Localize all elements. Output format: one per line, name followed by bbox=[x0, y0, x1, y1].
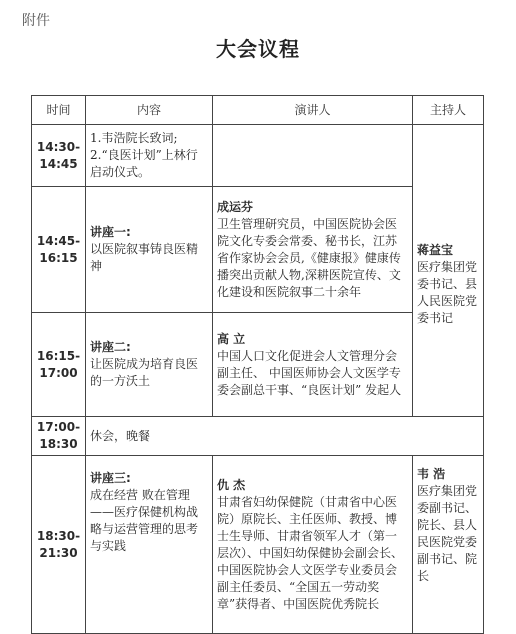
attachment-label: 附件 bbox=[22, 13, 50, 29]
speaker-name: 高 立 bbox=[217, 331, 246, 346]
speaker-desc: 甘肃省妇幼保健院（甘肃省中心医院）原院长、主任医师、教授、博士生导师、甘肃省领军人才（第一层次）、中国妇幼保健协会副会长、中国医院协会人文医学专业委员会副主任委员、“全国五一劳动奖章”获得者、中国医院优秀院长 bbox=[217, 494, 404, 611]
time-cell: 14:30- 14:45 bbox=[32, 125, 86, 187]
lecture-title: 以医院叙事铸良医精神 bbox=[90, 242, 199, 273]
table-header-row bbox=[32, 96, 484, 125]
content-cell: 1.韦浩院长致词; 2.“良医计划”上林行启动仪式。 bbox=[86, 125, 213, 187]
host-desc: 医疗集团党委副书记、院长、县人民医院党委副书记、院长 bbox=[417, 484, 478, 583]
table-row bbox=[32, 456, 484, 634]
host-cell bbox=[413, 125, 484, 417]
agenda-table bbox=[31, 95, 484, 634]
speaker-cell bbox=[213, 187, 413, 313]
speaker-name: 仇 杰 bbox=[217, 477, 246, 492]
time-cell: 17:00- 18:30 bbox=[32, 417, 86, 456]
lecture-heading: 讲座二: bbox=[90, 340, 131, 354]
break-cell: 休会，晚餐 bbox=[86, 417, 484, 456]
content-cell bbox=[86, 313, 213, 417]
content-cell bbox=[86, 456, 213, 634]
lecture-title: 让医院成为培育良医的一方沃土 bbox=[90, 357, 199, 388]
table-row bbox=[32, 125, 484, 187]
speaker-cell bbox=[213, 313, 413, 417]
host-cell bbox=[413, 456, 484, 634]
table-row bbox=[32, 417, 484, 456]
column-header-host: 主持人 bbox=[413, 96, 484, 125]
speaker-name: 成运芬 bbox=[217, 199, 254, 214]
lecture-heading: 讲座三: bbox=[90, 471, 131, 485]
speaker-cell bbox=[213, 125, 413, 187]
host-name: 蒋益宝 bbox=[417, 243, 454, 257]
speaker-desc: 卫生管理研究员，中国医院协会医院文化专委会常委、秘书长，江苏省作家协会会员,《健康报》健康传播突出贡献人物,深耕医院宣传、文化建设和医院叙事二十余年 bbox=[217, 216, 401, 299]
time-cell: 16:15- 17:00 bbox=[32, 313, 86, 417]
host-desc: 医疗集团党委书记、县人民医院党委书记 bbox=[417, 260, 478, 325]
content-cell bbox=[86, 187, 213, 313]
host-name: 韦 浩 bbox=[417, 467, 446, 481]
column-header-content: 内容 bbox=[86, 96, 213, 125]
column-header-speaker: 演讲人 bbox=[213, 96, 413, 125]
lecture-heading: 讲座一: bbox=[90, 225, 131, 239]
time-cell: 18:30- 21:30 bbox=[32, 456, 86, 634]
lecture-title: 成在经营 败在管理——医疗保健机构战略与运营管理的思考与实践 bbox=[90, 488, 199, 553]
speaker-desc: 中国人口文化促进会人文管理分会副主任、 中国医师协会人文医学专委会副总干事、“良医计划” 发起人 bbox=[217, 348, 402, 397]
speaker-cell bbox=[213, 456, 413, 634]
column-header-time: 时间 bbox=[32, 96, 86, 125]
page-title: 大会议程 bbox=[216, 37, 300, 61]
time-cell: 14:45- 16:15 bbox=[32, 187, 86, 313]
